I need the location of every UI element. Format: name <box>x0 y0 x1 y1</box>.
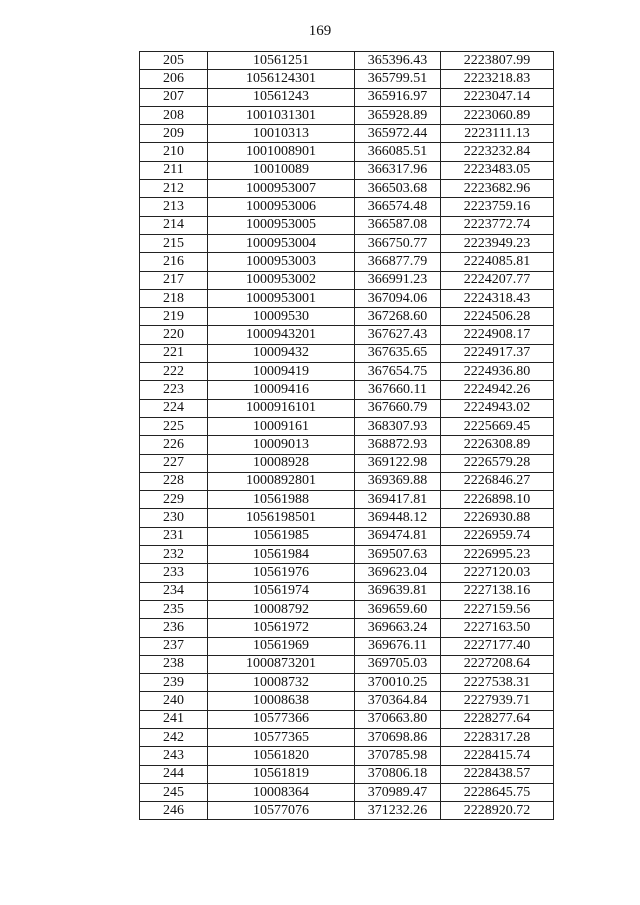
point-id-cell: 1056198501 <box>208 509 355 527</box>
x-coordinate-cell: 367654.75 <box>355 363 441 381</box>
point-id-cell: 1000916101 <box>208 399 355 417</box>
point-id-cell: 10009013 <box>208 436 355 454</box>
x-coordinate-cell: 368872.93 <box>355 436 441 454</box>
x-coordinate-cell: 366877.79 <box>355 253 441 271</box>
table-row <box>140 765 554 783</box>
point-id-cell: 1000953003 <box>208 253 355 271</box>
point-number-cell: 242 <box>140 728 208 746</box>
point-number-cell: 233 <box>140 564 208 582</box>
x-coordinate-cell: 369676.11 <box>355 637 441 655</box>
table-row <box>140 564 554 582</box>
point-number-cell: 211 <box>140 161 208 179</box>
point-number-cell: 243 <box>140 747 208 765</box>
point-number-cell: 234 <box>140 582 208 600</box>
x-coordinate-cell: 369663.24 <box>355 619 441 637</box>
x-coordinate-cell: 369659.60 <box>355 600 441 618</box>
y-coordinate-cell: 2228438.57 <box>441 765 554 783</box>
point-id-cell: 10009530 <box>208 308 355 326</box>
point-id-cell: 10009419 <box>208 363 355 381</box>
table-row <box>140 728 554 746</box>
y-coordinate-cell: 2227120.03 <box>441 564 554 582</box>
table-row <box>140 363 554 381</box>
point-number-cell: 206 <box>140 70 208 88</box>
point-number-cell: 226 <box>140 436 208 454</box>
point-id-cell: 10561984 <box>208 546 355 564</box>
table-row <box>140 619 554 637</box>
y-coordinate-cell: 2223949.23 <box>441 234 554 252</box>
table-row <box>140 417 554 435</box>
point-number-cell: 224 <box>140 399 208 417</box>
point-number-cell: 220 <box>140 326 208 344</box>
point-id-cell: 10008792 <box>208 600 355 618</box>
table-row <box>140 344 554 362</box>
x-coordinate-cell: 367635.65 <box>355 344 441 362</box>
y-coordinate-cell: 2224942.26 <box>441 381 554 399</box>
point-id-cell: 10009432 <box>208 344 355 362</box>
x-coordinate-cell: 370010.25 <box>355 674 441 692</box>
point-id-cell: 1001008901 <box>208 143 355 161</box>
point-number-cell: 238 <box>140 655 208 673</box>
y-coordinate-cell: 2224917.37 <box>441 344 554 362</box>
y-coordinate-cell: 2224506.28 <box>441 308 554 326</box>
point-number-cell: 239 <box>140 674 208 692</box>
x-coordinate-cell: 370698.86 <box>355 728 441 746</box>
y-coordinate-cell: 2228277.64 <box>441 710 554 728</box>
point-number-cell: 245 <box>140 783 208 801</box>
x-coordinate-cell: 366587.08 <box>355 216 441 234</box>
table-row <box>140 546 554 564</box>
point-number-cell: 240 <box>140 692 208 710</box>
point-id-cell: 10010089 <box>208 161 355 179</box>
point-number-cell: 246 <box>140 802 208 820</box>
table-row <box>140 436 554 454</box>
x-coordinate-cell: 367627.43 <box>355 326 441 344</box>
table-row <box>140 161 554 179</box>
y-coordinate-cell: 2225669.45 <box>441 417 554 435</box>
point-id-cell: 1000873201 <box>208 655 355 673</box>
point-id-cell: 1000953006 <box>208 198 355 216</box>
y-coordinate-cell: 2226579.28 <box>441 454 554 472</box>
table-row <box>140 106 554 124</box>
point-number-cell: 230 <box>140 509 208 527</box>
table-row <box>140 143 554 161</box>
table-row <box>140 600 554 618</box>
y-coordinate-cell: 2227177.40 <box>441 637 554 655</box>
point-number-cell: 232 <box>140 546 208 564</box>
y-coordinate-cell: 2228317.28 <box>441 728 554 746</box>
table-row <box>140 802 554 820</box>
table-row <box>140 783 554 801</box>
coordinates-table <box>139 51 554 820</box>
point-id-cell: 10008732 <box>208 674 355 692</box>
point-number-cell: 221 <box>140 344 208 362</box>
x-coordinate-cell: 365916.97 <box>355 88 441 106</box>
y-coordinate-cell: 2227939.71 <box>441 692 554 710</box>
point-id-cell: 1001031301 <box>208 106 355 124</box>
point-number-cell: 228 <box>140 472 208 490</box>
y-coordinate-cell: 2223060.89 <box>441 106 554 124</box>
x-coordinate-cell: 366991.23 <box>355 271 441 289</box>
point-id-cell: 10561251 <box>208 52 355 70</box>
x-coordinate-cell: 365396.43 <box>355 52 441 70</box>
x-coordinate-cell: 369507.63 <box>355 546 441 564</box>
table-row <box>140 710 554 728</box>
table-row <box>140 509 554 527</box>
x-coordinate-cell: 370364.84 <box>355 692 441 710</box>
x-coordinate-cell: 369448.12 <box>355 509 441 527</box>
point-number-cell: 216 <box>140 253 208 271</box>
point-number-cell: 208 <box>140 106 208 124</box>
point-number-cell: 229 <box>140 491 208 509</box>
table-row <box>140 198 554 216</box>
x-coordinate-cell: 366750.77 <box>355 234 441 252</box>
y-coordinate-cell: 2224908.17 <box>441 326 554 344</box>
table-row <box>140 472 554 490</box>
point-number-cell: 222 <box>140 363 208 381</box>
point-number-cell: 225 <box>140 417 208 435</box>
point-id-cell: 10561819 <box>208 765 355 783</box>
point-id-cell: 10561974 <box>208 582 355 600</box>
table-row <box>140 234 554 252</box>
table-row <box>140 216 554 234</box>
point-id-cell: 10561820 <box>208 747 355 765</box>
y-coordinate-cell: 2223759.16 <box>441 198 554 216</box>
table-body <box>140 52 554 820</box>
point-number-cell: 207 <box>140 88 208 106</box>
y-coordinate-cell: 2228645.75 <box>441 783 554 801</box>
point-id-cell: 10009161 <box>208 417 355 435</box>
point-number-cell: 205 <box>140 52 208 70</box>
point-number-cell: 218 <box>140 289 208 307</box>
table-row <box>140 399 554 417</box>
point-id-cell: 1000953004 <box>208 234 355 252</box>
point-id-cell: 1000953002 <box>208 271 355 289</box>
x-coordinate-cell: 365799.51 <box>355 70 441 88</box>
y-coordinate-cell: 2226995.23 <box>441 546 554 564</box>
table-row <box>140 289 554 307</box>
y-coordinate-cell: 2223772.74 <box>441 216 554 234</box>
table-row <box>140 253 554 271</box>
y-coordinate-cell: 2224318.43 <box>441 289 554 307</box>
point-id-cell: 10561972 <box>208 619 355 637</box>
table-row <box>140 125 554 143</box>
point-id-cell: 1000892801 <box>208 472 355 490</box>
y-coordinate-cell: 2227208.64 <box>441 655 554 673</box>
x-coordinate-cell: 369417.81 <box>355 491 441 509</box>
x-coordinate-cell: 369474.81 <box>355 527 441 545</box>
table-row <box>140 326 554 344</box>
table-row <box>140 674 554 692</box>
point-id-cell: 1000953001 <box>208 289 355 307</box>
y-coordinate-cell: 2228920.72 <box>441 802 554 820</box>
y-coordinate-cell: 2228415.74 <box>441 747 554 765</box>
y-coordinate-cell: 2224207.77 <box>441 271 554 289</box>
x-coordinate-cell: 370663.80 <box>355 710 441 728</box>
point-number-cell: 209 <box>140 125 208 143</box>
point-number-cell: 219 <box>140 308 208 326</box>
point-number-cell: 227 <box>140 454 208 472</box>
table-row <box>140 70 554 88</box>
x-coordinate-cell: 367660.11 <box>355 381 441 399</box>
point-id-cell: 1000943201 <box>208 326 355 344</box>
table-row <box>140 271 554 289</box>
y-coordinate-cell: 2224936.80 <box>441 363 554 381</box>
point-number-cell: 214 <box>140 216 208 234</box>
point-id-cell: 10561976 <box>208 564 355 582</box>
y-coordinate-cell: 2223218.83 <box>441 70 554 88</box>
x-coordinate-cell: 369122.98 <box>355 454 441 472</box>
point-number-cell: 210 <box>140 143 208 161</box>
point-id-cell: 10561969 <box>208 637 355 655</box>
table-row <box>140 180 554 198</box>
point-number-cell: 212 <box>140 180 208 198</box>
point-number-cell: 213 <box>140 198 208 216</box>
y-coordinate-cell: 2226898.10 <box>441 491 554 509</box>
y-coordinate-cell: 2226308.89 <box>441 436 554 454</box>
x-coordinate-cell: 370989.47 <box>355 783 441 801</box>
y-coordinate-cell: 2227538.31 <box>441 674 554 692</box>
point-id-cell: 10577076 <box>208 802 355 820</box>
y-coordinate-cell: 2224085.81 <box>441 253 554 271</box>
x-coordinate-cell: 369639.81 <box>355 582 441 600</box>
y-coordinate-cell: 2224943.02 <box>441 399 554 417</box>
point-number-cell: 223 <box>140 381 208 399</box>
table-row <box>140 381 554 399</box>
x-coordinate-cell: 365972.44 <box>355 125 441 143</box>
x-coordinate-cell: 369369.88 <box>355 472 441 490</box>
table-row <box>140 637 554 655</box>
table-row <box>140 747 554 765</box>
table-row <box>140 491 554 509</box>
x-coordinate-cell: 369623.04 <box>355 564 441 582</box>
table-row <box>140 454 554 472</box>
x-coordinate-cell: 366503.68 <box>355 180 441 198</box>
point-id-cell: 10009416 <box>208 381 355 399</box>
page-number: 169 <box>308 23 332 39</box>
point-number-cell: 215 <box>140 234 208 252</box>
y-coordinate-cell: 2223111.13 <box>441 125 554 143</box>
table-row <box>140 527 554 545</box>
y-coordinate-cell: 2227163.50 <box>441 619 554 637</box>
table-row <box>140 582 554 600</box>
point-id-cell: 10008638 <box>208 692 355 710</box>
x-coordinate-cell: 367268.60 <box>355 308 441 326</box>
x-coordinate-cell: 366317.96 <box>355 161 441 179</box>
point-id-cell: 10577365 <box>208 728 355 746</box>
point-id-cell: 10008364 <box>208 783 355 801</box>
point-number-cell: 217 <box>140 271 208 289</box>
table-row <box>140 692 554 710</box>
point-id-cell: 10561243 <box>208 88 355 106</box>
y-coordinate-cell: 2223682.96 <box>441 180 554 198</box>
point-id-cell: 10561985 <box>208 527 355 545</box>
x-coordinate-cell: 367094.06 <box>355 289 441 307</box>
point-id-cell: 10010313 <box>208 125 355 143</box>
x-coordinate-cell: 370806.18 <box>355 765 441 783</box>
table-row <box>140 308 554 326</box>
point-id-cell: 1056124301 <box>208 70 355 88</box>
point-id-cell: 10561988 <box>208 491 355 509</box>
x-coordinate-cell: 369705.03 <box>355 655 441 673</box>
x-coordinate-cell: 366085.51 <box>355 143 441 161</box>
y-coordinate-cell: 2227159.56 <box>441 600 554 618</box>
point-id-cell: 10577366 <box>208 710 355 728</box>
x-coordinate-cell: 365928.89 <box>355 106 441 124</box>
x-coordinate-cell: 371232.26 <box>355 802 441 820</box>
point-number-cell: 235 <box>140 600 208 618</box>
point-id-cell: 10008928 <box>208 454 355 472</box>
table-row <box>140 52 554 70</box>
point-id-cell: 1000953005 <box>208 216 355 234</box>
table-row <box>140 655 554 673</box>
y-coordinate-cell: 2226846.27 <box>441 472 554 490</box>
y-coordinate-cell: 2223807.99 <box>441 52 554 70</box>
y-coordinate-cell: 2226959.74 <box>441 527 554 545</box>
x-coordinate-cell: 370785.98 <box>355 747 441 765</box>
y-coordinate-cell: 2223483.05 <box>441 161 554 179</box>
x-coordinate-cell: 366574.48 <box>355 198 441 216</box>
point-number-cell: 236 <box>140 619 208 637</box>
y-coordinate-cell: 2223232.84 <box>441 143 554 161</box>
point-number-cell: 244 <box>140 765 208 783</box>
point-number-cell: 231 <box>140 527 208 545</box>
point-number-cell: 237 <box>140 637 208 655</box>
y-coordinate-cell: 2227138.16 <box>441 582 554 600</box>
table-row <box>140 88 554 106</box>
x-coordinate-cell: 367660.79 <box>355 399 441 417</box>
y-coordinate-cell: 2223047.14 <box>441 88 554 106</box>
x-coordinate-cell: 368307.93 <box>355 417 441 435</box>
y-coordinate-cell: 2226930.88 <box>441 509 554 527</box>
point-number-cell: 241 <box>140 710 208 728</box>
point-id-cell: 1000953007 <box>208 180 355 198</box>
